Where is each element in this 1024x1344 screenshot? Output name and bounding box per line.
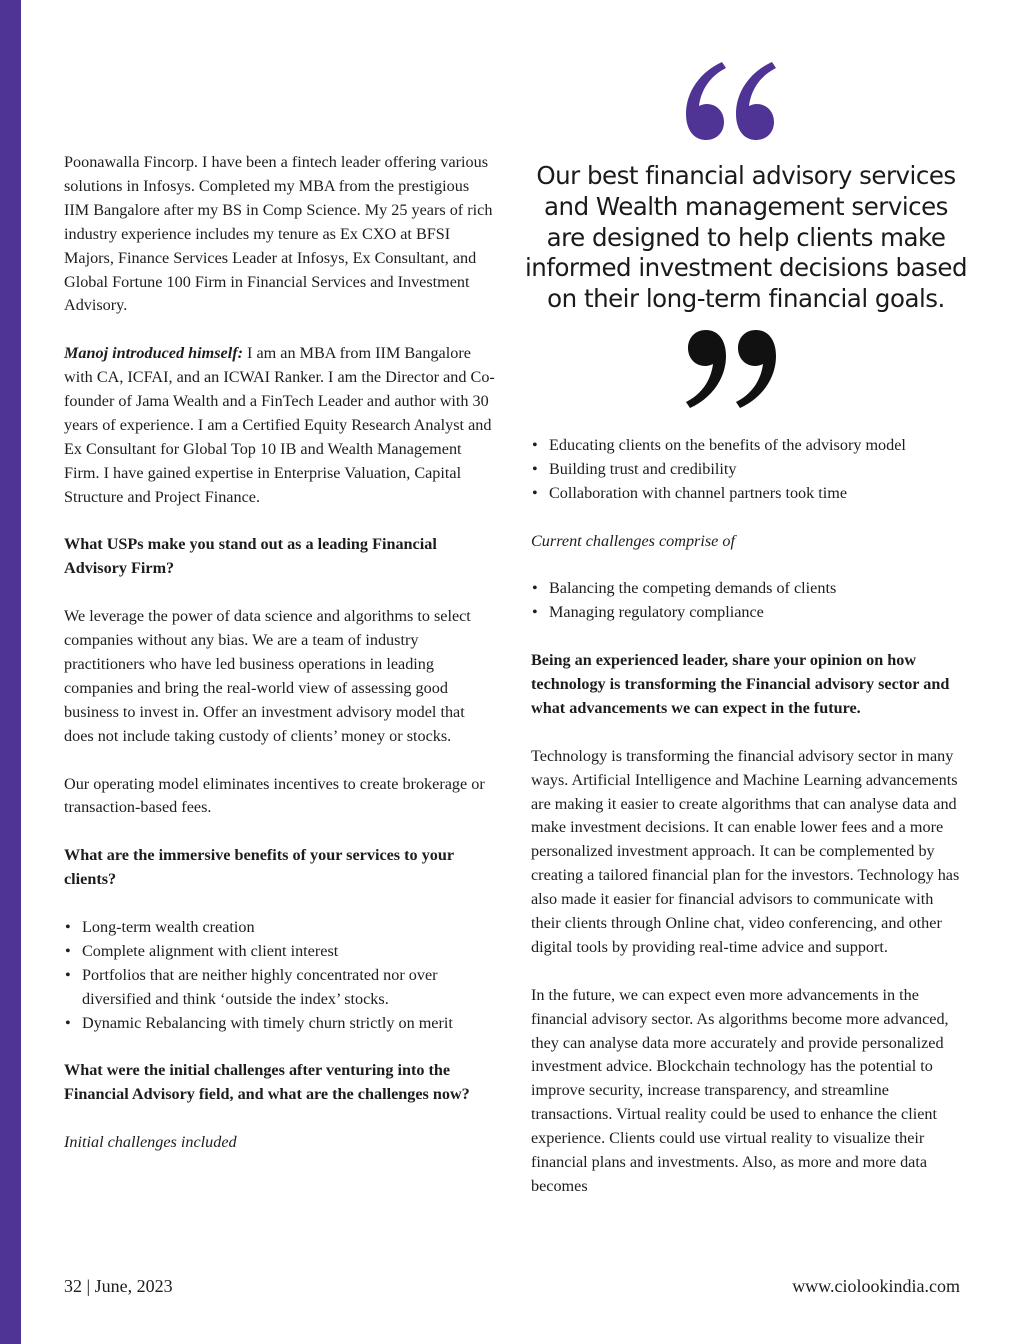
list-item: • Building trust and credibility: [531, 458, 963, 482]
current-challenges-label: Current challenges comprise of: [531, 531, 735, 550]
question-challenges: What were the initial challenges after venturing into the Financial Advisory field, and what are the challenges now?: [64, 1061, 470, 1104]
list-item: • Collaboration with channel partners took time: [531, 482, 963, 506]
current-challenges-list: [531, 577, 963, 625]
question-technology: Being an experienced leader, share your opinion on how technology is transforming the Financial advisory sector and what advancements we can expect in the future.: [531, 651, 950, 717]
list-item: • Managing regulatory compliance: [531, 601, 963, 625]
open-quote-icon: [680, 58, 780, 148]
pull-quote-text: Our best financial advisory services and Wealth management services are designed to help clients make informed investment decisions based on their long-term financial goals.: [524, 161, 967, 314]
manoj-lead-in: Manoj introduced himself:: [64, 344, 243, 363]
question-benefits: What are the immersive benefits of your services to your clients?: [64, 846, 454, 889]
intro-paragraph: Poonawalla Fincorp. I have been a fintech leader offering various solutions in Infosys. Completed my MBA from the prestigious IIM Bangalore after my BS in Comp Science. My 25 years of rich industry experience includes my tenure as Ex CXO at BFSI Majors, Finance Services Leader at Infosys, Ex Consultant, and Global Fortune 100 Firm in Financial Services and Investment Advisory.: [64, 153, 493, 315]
list-item: • Complete alignment with client interest: [64, 940, 496, 964]
right-column: [531, 434, 963, 1223]
initial-challenges-label: Initial challenges included: [64, 1133, 237, 1152]
list-item: • Portfolios that are neither highly concentrated nor over diversified and think ‘outside the index’ stocks.: [64, 964, 496, 1012]
manoj-intro-body: I am an MBA from IIM Bangalore with CA, ICFAI, and an ICWAI Ranker. I am the Director and Co-founder of Jama Wealth and a FinTech Leader and author with 30 years of experience. I am a Certified Equity Research Analyst and Ex Consultant for Global Top 10 IB and Wealth Management Firm. I have gained expertise in Enterprise Valuation, Capital Structure and Project Finance.: [64, 344, 495, 506]
manoj-intro-paragraph: [64, 342, 496, 509]
question-usps: What USPs make you stand out as a leading Financial Advisory Firm?: [64, 535, 437, 578]
list-item: • Balancing the competing demands of clients: [531, 577, 963, 601]
list-item: • Educating clients on the benefits of the advisory model: [531, 434, 963, 458]
operating-model-paragraph: Our operating model eliminates incentives to create brokerage or transaction-based fees.: [64, 774, 485, 817]
accent-side-bar: [0, 0, 21, 1344]
initial-challenges-list: [531, 434, 963, 506]
close-quote-icon: [682, 322, 782, 412]
left-column: [64, 151, 496, 1179]
technology-answer: Technology is transforming the financial advisory sector in many ways. Artificial Intelligence and Machine Learning advancements are making it easier to create algorithms that can analyse data and make investment decisions. It can enable lower fees and a more personalized investment approach. It can be complemented by creating a tailored financial plan for the investors. Technology has also made it easier for financial advisors to communicate with their clients through Online chat, video conferencing, and other digital tools by providing real-time advice and support.: [531, 746, 960, 956]
footer-website: www.ciolookindia.com: [792, 1276, 960, 1296]
list-item: • Dynamic Rebalancing with timely churn strictly on merit: [64, 1012, 496, 1036]
future-paragraph: In the future, we can expect even more advancements in the financial advisory sector. As algorithms become more advanced, they can analyse data more accurately and provide personalized investment advice. Blockchain technology has the potential to improve security, increase transparency, and streamline transactions. Virtual reality could be used to enhance the client experience. Clients could use virtual reality to visualize their financial plans and investments. Also, as more and more data becomes: [531, 985, 949, 1196]
benefits-list: [64, 916, 496, 1036]
footer-page-info: 32 | June, 2023: [64, 1276, 173, 1296]
usps-answer: We leverage the power of data science and algorithms to select companies without any bias. We are a team of industry practitioners who have led business operations in leading companies and bring the real-world view of assessing good business to invest in. Offer an investment advisory model that does not include taking custody of clients’ money or stocks.: [64, 607, 471, 745]
list-item: • Long-term wealth creation: [64, 916, 496, 940]
